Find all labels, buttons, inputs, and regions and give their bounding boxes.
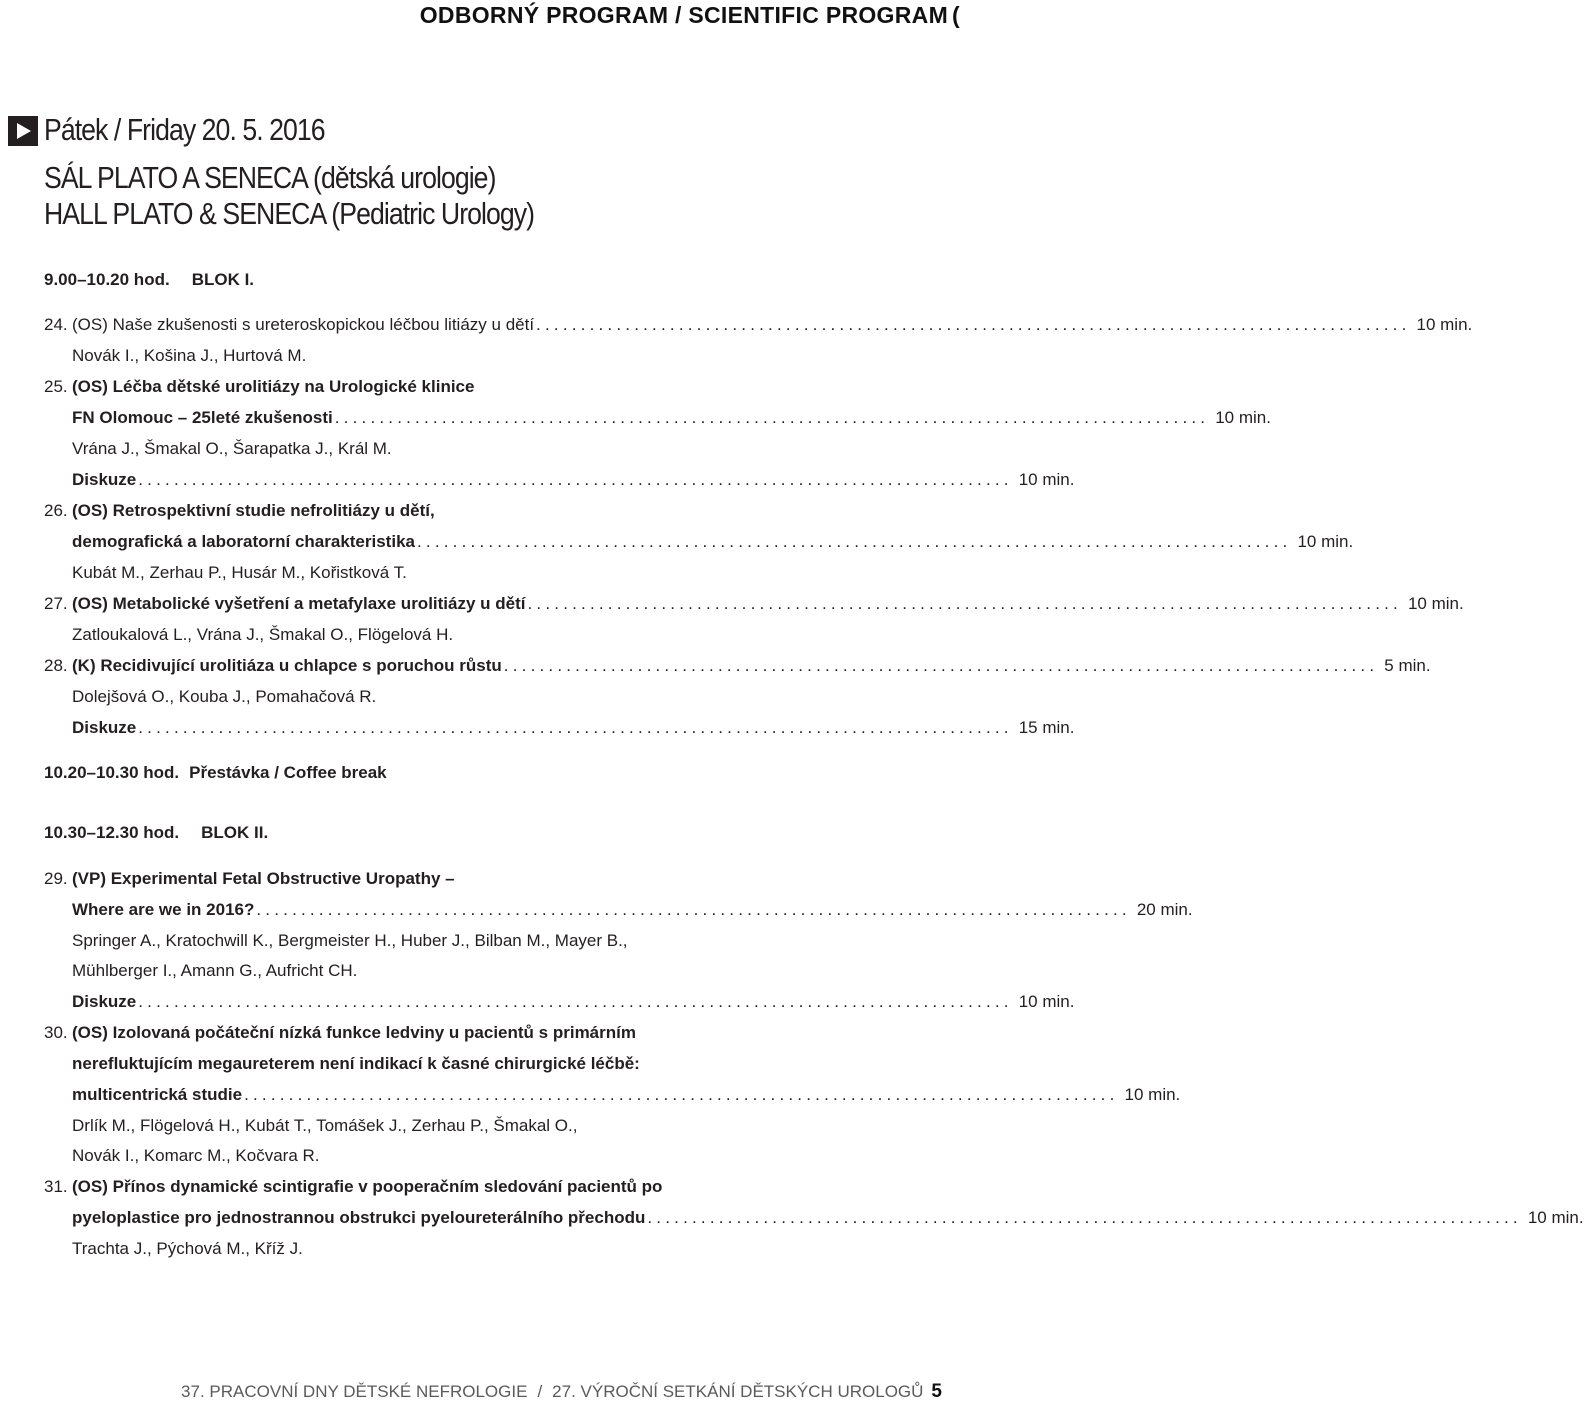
leader-dots: .................................................................................................. [647, 1208, 1522, 1227]
running-header [420, 2, 960, 34]
item-authors: Kubát M., Zerhau P., Husár M., Kořistková T. [72, 563, 407, 582]
leader-dots: .................................................................................................. [138, 470, 1013, 489]
item-duration: 5 min. [1384, 656, 1431, 675]
block-label: BLOK I. [191, 270, 255, 289]
item-duration: 10 min. [1018, 470, 1075, 489]
discussion-item [44, 992, 1075, 1022]
item-number: 27. [44, 594, 68, 613]
break-label: Přestávka / Coffee break [189, 763, 387, 782]
item-authors: Dolejšová O., Kouba J., Pomahačová R. [72, 687, 377, 706]
item-authors-row [44, 687, 939, 717]
item-title-cont: FN Olomouc – 25leté zkušenosti [72, 408, 333, 427]
item-authors-cont: Novák I., Komarc M., Kočvara R. [72, 1146, 320, 1165]
leader-dots: .................................................................................................. [138, 718, 1013, 737]
leader-dots: .................................................................................................. [527, 594, 1402, 613]
item-duration: 10 min. [1407, 594, 1464, 613]
item-duration: 10 min. [1527, 1208, 1584, 1227]
item-duration: 10 min. [1018, 992, 1075, 1011]
item-number: 29. [44, 869, 68, 888]
leader-dots: .................................................................................................. [138, 992, 1013, 1011]
leader-dots: .................................................................................................. [256, 900, 1131, 919]
item-number: 25. [44, 377, 68, 396]
item-duration: 10 min. [1297, 532, 1354, 551]
item-number: 30. [44, 1023, 68, 1042]
item-authors-row [44, 1116, 939, 1146]
page-number: 5 [931, 1381, 942, 1402]
program-item-cont [44, 1208, 1584, 1238]
page-footer [181, 1381, 942, 1403]
header-paren: ( [952, 2, 960, 28]
item-title: (OS) Retrospektivní studie nefrolitiázy u dětí, [72, 501, 435, 520]
program-item-cont [44, 532, 1354, 562]
discussion-label: Diskuze [72, 718, 137, 737]
program-item [44, 1177, 939, 1207]
item-authors-row [44, 1239, 939, 1269]
program-item-cont [44, 1085, 1181, 1115]
session-hall-cz: SÁL PLATO A SENECA (dětská urologie) [44, 160, 496, 195]
item-title: (K) Recidivující urolitiáza u chlapce s poruchou růstu [72, 656, 502, 675]
leader-dots: .................................................................................................. [416, 532, 1292, 551]
program-item-cont [44, 900, 1193, 930]
item-duration: 10 min. [1215, 408, 1271, 427]
block-heading [44, 823, 268, 843]
item-duration: 10 min. [1124, 1085, 1181, 1104]
program-item [44, 315, 1473, 345]
item-authors-row [44, 563, 939, 593]
item-authors-row [44, 931, 939, 961]
item-authors-row [44, 961, 939, 991]
footer-event-right: 27. VÝROČNÍ SETKÁNÍ DĚTSKÝCH UROLOGŮ [552, 1382, 924, 1401]
program-item [44, 501, 939, 531]
item-title: (OS) Přínos dynamické scintigrafie v pooperačním sledování pacientů po [72, 1177, 663, 1196]
item-authors: Vrána J., Šmakal O., Šarapatka J., Král M. [72, 439, 392, 458]
session-date: Pátek / Friday 20. 5. 2016 [44, 112, 325, 147]
item-authors: Zatloukalová L., Vrána J., Šmakal O., Flögelová H. [72, 625, 454, 644]
item-duration: 20 min. [1136, 900, 1193, 919]
item-authors: Drlík M., Flögelová H., Kubát T., Tomášek J., Zerhau P., Šmakal O., [72, 1116, 578, 1135]
item-duration: 15 min. [1018, 718, 1075, 737]
item-number: 28. [44, 656, 68, 675]
break-time: 10.20–10.30 hod. [44, 763, 180, 782]
program-item [44, 1023, 939, 1053]
item-authors-row [44, 1146, 939, 1176]
item-title: (OS) Izolovaná počáteční nízká funkce ledviny u pacientů s primárním [72, 1023, 636, 1042]
leader-dots: .................................................................................................. [536, 315, 1411, 334]
footer-event-left: 37. PRACOVNÍ DNY DĚTSKÉ NEFROLOGIE [181, 1382, 528, 1401]
play-arrow-icon [8, 116, 38, 146]
item-title-cont: demografická a laboratorní charakteristika [72, 532, 415, 551]
item-title-cont: nerefluktujícím megaureterem není indikací k časné chirurgické léčbě: [72, 1054, 640, 1073]
session-hall-en: HALL PLATO & SENECA (Pediatric Urology) [44, 196, 535, 231]
program-item [44, 594, 1464, 624]
item-title: (OS) Naše zkušenosti s ureteroskopickou léčbou litiázy u dětí [72, 315, 535, 334]
block-label: BLOK II. [201, 823, 269, 842]
item-number: 31. [44, 1177, 68, 1196]
item-title-cont: multicentrická studie [72, 1085, 243, 1104]
leader-dots: .................................................................................................. [503, 656, 1379, 675]
item-authors-row [44, 625, 939, 655]
item-title-cont: Where are we in 2016? [72, 900, 255, 919]
break-heading [44, 763, 387, 783]
program-item-cont [44, 408, 1271, 438]
item-number: 24. [44, 315, 68, 334]
item-authors: Trachta J., Pýchová M., Kříž J. [72, 1239, 303, 1258]
item-authors: Springer A., Kratochwill K., Bergmeister H., Huber J., Bilban M., Mayer B., [72, 931, 628, 950]
leader-dots: .................................................................................................. [244, 1085, 1119, 1104]
block-time: 9.00–10.20 hod. [44, 270, 170, 289]
item-authors-row [44, 346, 939, 376]
discussion-label: Diskuze [72, 470, 137, 489]
item-title: (VP) Experimental Fetal Obstructive Uropathy – [72, 869, 455, 888]
discussion-label: Diskuze [72, 992, 137, 1011]
item-title: (OS) Metabolické vyšetření a metafylaxe urolitiázy u dětí [72, 594, 526, 613]
discussion-item [44, 718, 1075, 748]
item-title-cont: pyeloplastice pro jednostrannou obstrukci pyeloureterálního přechodu [72, 1208, 646, 1227]
block-heading [44, 270, 254, 290]
discussion-item [44, 470, 1075, 500]
program-item-cont [44, 1054, 939, 1084]
header-title: ODBORNÝ PROGRAM / SCIENTIFIC PROGRAM [419, 2, 949, 28]
item-authors: Novák I., Košina J., Hurtová M. [72, 346, 307, 365]
footer-separator: / [537, 1382, 543, 1401]
item-duration: 10 min. [1416, 315, 1473, 334]
item-title: (OS) Léčba dětské urolitiázy na Urologické klinice [72, 377, 475, 396]
item-authors-cont: Mühlberger I., Amann G., Aufricht CH. [72, 961, 358, 980]
program-item [44, 869, 939, 899]
item-number: 26. [44, 501, 68, 520]
block-time: 10.30–12.30 hod. [44, 823, 180, 842]
item-authors-row [44, 439, 939, 469]
program-item [44, 377, 939, 407]
program-item [44, 656, 1431, 686]
leader-dots: .................................................................................................. [334, 408, 1210, 427]
